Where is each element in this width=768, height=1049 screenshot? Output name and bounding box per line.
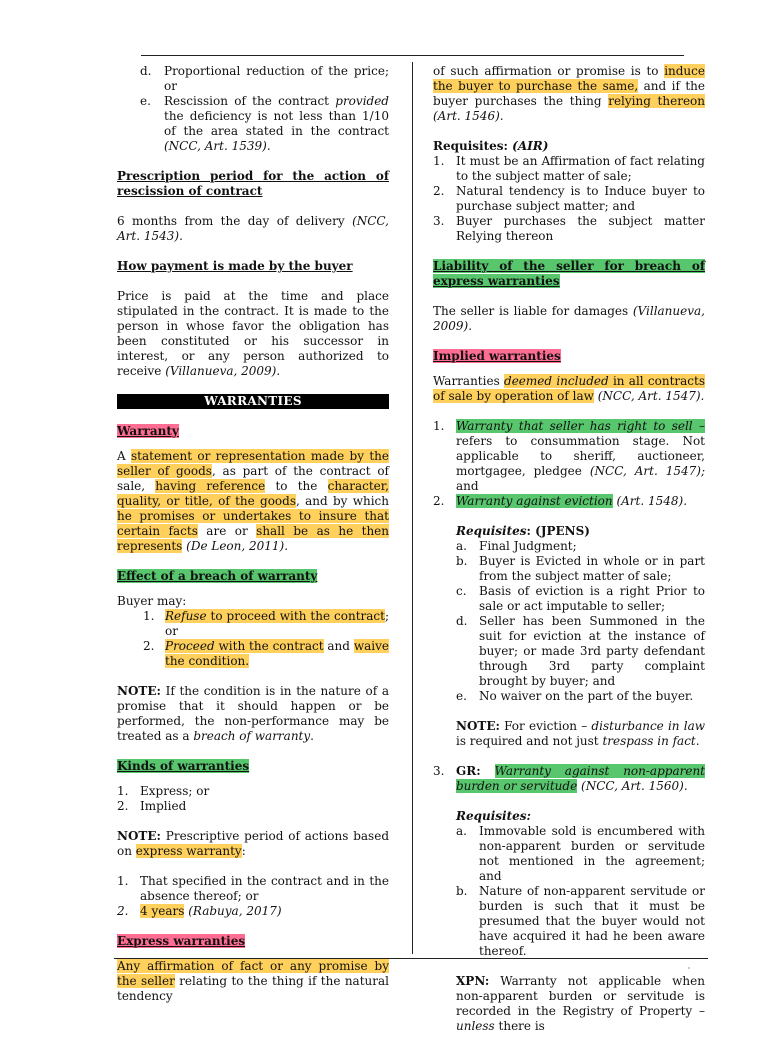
list-item: 1. Express; or <box>117 784 210 798</box>
remedies-list <box>117 64 389 154</box>
implied-text: Warranties deemed included in all contracts of sale by operation of law (NCC, Art. 1547). <box>433 374 705 403</box>
list-item: 1. Refuse to proceed with the contract; or <box>143 609 389 638</box>
list-item: 2. Warranty against eviction (Art. 1548). <box>433 494 688 508</box>
kinds-header: Kinds of warranties <box>117 759 250 773</box>
list-item: 2. Implied <box>117 799 187 813</box>
jpens-block <box>433 524 705 749</box>
servitude-requisites-list <box>456 824 705 959</box>
column-divider <box>412 62 413 954</box>
list-item: e. No waiver on the part of the buyer. <box>456 689 694 703</box>
requisites-servitude-label: Requisites: <box>456 809 531 823</box>
list-item: 3. Buyer purchases the subject matter Relying thereon <box>433 214 705 243</box>
prescription-header: Prescription period for the action of rescission of contract <box>117 169 389 198</box>
jpens-list <box>456 539 705 704</box>
list-item: 1. It must be an Affirmation of fact relating to the subject matter of sale; <box>433 154 705 183</box>
breach-options-list <box>117 609 389 669</box>
warranty-header: Warranty <box>117 424 179 438</box>
express-continued: of such affirmation or promise is to induce the buyer to purchase the same, and if the buyer purchases the thing relying thereon (Art. 1546). <box>433 64 706 123</box>
list-item: a. Final Judgment; <box>456 539 577 553</box>
list-item: d. Seller has been Summoned in the suit for eviction at the instance of buyer; or made 3rd party defendant through 3rd party complaint brought by buyer; and <box>456 614 705 688</box>
list-item: c. Basis of eviction is a right Prior to sale or act imputable to seller; <box>456 584 705 613</box>
servitude-list <box>433 764 705 794</box>
list-item: b. Nature of non-apparent servitude or burden is such that it must be presumed that the buyer would not have acquired it had he been aware thereof. <box>456 884 705 958</box>
air-list <box>433 154 705 244</box>
express-definition: Any affirmation of fact or any promise by the seller relating to the thing if the natural tendency <box>117 959 389 1003</box>
buyer-may: Buyer may: <box>117 594 187 608</box>
breach-header: Effect of a breach of warranty <box>117 569 318 583</box>
prescription-text: 6 months from the day of delivery (NCC, Art. 1543). <box>117 214 389 243</box>
list-item: b. Buyer is Evicted in whole or in part from the subject matter of sale; <box>456 554 705 583</box>
list-item: 2. 4 years (Rabuya, 2017) <box>117 904 282 918</box>
list-item: 2. Proceed with the contract and waive the condition. <box>143 639 389 668</box>
implied-header: Implied warranties <box>433 349 561 363</box>
list-item: a. Immovable sold is encumbered with non-apparent burden or servitude not mentioned in the agreement; and <box>456 824 705 883</box>
note-eviction: NOTE: For eviction – disturbance in law is required and not just trespass in fact. <box>456 719 705 748</box>
list-item: d. Proportional reduction of the price; or <box>140 64 389 93</box>
list-item: 1. Warranty that seller has right to sell – refers to consummation stage. Not applicable to sheriff, auctioneer, mortgagee, pledgee (NCC, Art. 1547); and <box>433 419 705 493</box>
left-column <box>117 64 389 1019</box>
note-breach: NOTE: If the condition is in the nature of a promise that it should happen or be performed, the non-performance may be treated as a breach of warranty. <box>117 684 389 743</box>
payment-header: How payment is made by the buyer <box>117 259 353 273</box>
warranty-definition: A statement or representation made by the seller of goods, as part of the contract of sale, having reference to the character, quality, or title, of the goods, and by which he promises or undertakes to insure that certain facts are or shall be as he then represents (De Leon, 2011). <box>117 449 389 553</box>
implied-kinds-list <box>433 419 705 509</box>
right-column <box>433 64 705 1049</box>
top-rule <box>141 55 684 56</box>
payment-text: Price is paid at the time and place stipulated in the contract. It is made to the person in whose favor the obligation has been constituted or his successor in interest, or any person authorized to receive (Villanueva, 2009). <box>117 289 389 378</box>
requisites-jpens-label: Requisites: (JPENS) <box>456 524 590 538</box>
note-prescriptive: NOTE: Prescriptive period of actions based on express warranty: <box>117 829 389 858</box>
list-item: 1. That specified in the contract and in the absence thereof; or <box>117 874 389 903</box>
list-item: e. Rescission of the contract provided the deficiency is not less than 1/10 of the area stated in the contract (NCC, Art. 1539). <box>140 94 389 153</box>
list-item: 2. Natural tendency is to Induce buyer to purchase subject matter; and <box>433 184 705 213</box>
liability-header: Liability of the seller for breach of express warranties <box>433 259 705 288</box>
kinds-list <box>117 784 389 814</box>
period-list <box>117 874 389 919</box>
servitude-block <box>433 809 705 1034</box>
liability-text: The seller is liable for damages (Villanueva, 2009). <box>433 304 705 333</box>
list-item: 3. GR: Warranty against non-apparent burden or servitude (NCC, Art. 1560). <box>433 764 705 793</box>
xpn-text: XPN: Warranty not applicable when non-apparent burden or servitude is recorded in the Registry of Property – unless there is <box>456 974 705 1033</box>
warranties-section-bar: WARRANTIES <box>117 394 389 409</box>
express-header: Express warranties <box>117 934 246 948</box>
requisites-air-label: Requisites: (AIR) <box>433 139 549 153</box>
